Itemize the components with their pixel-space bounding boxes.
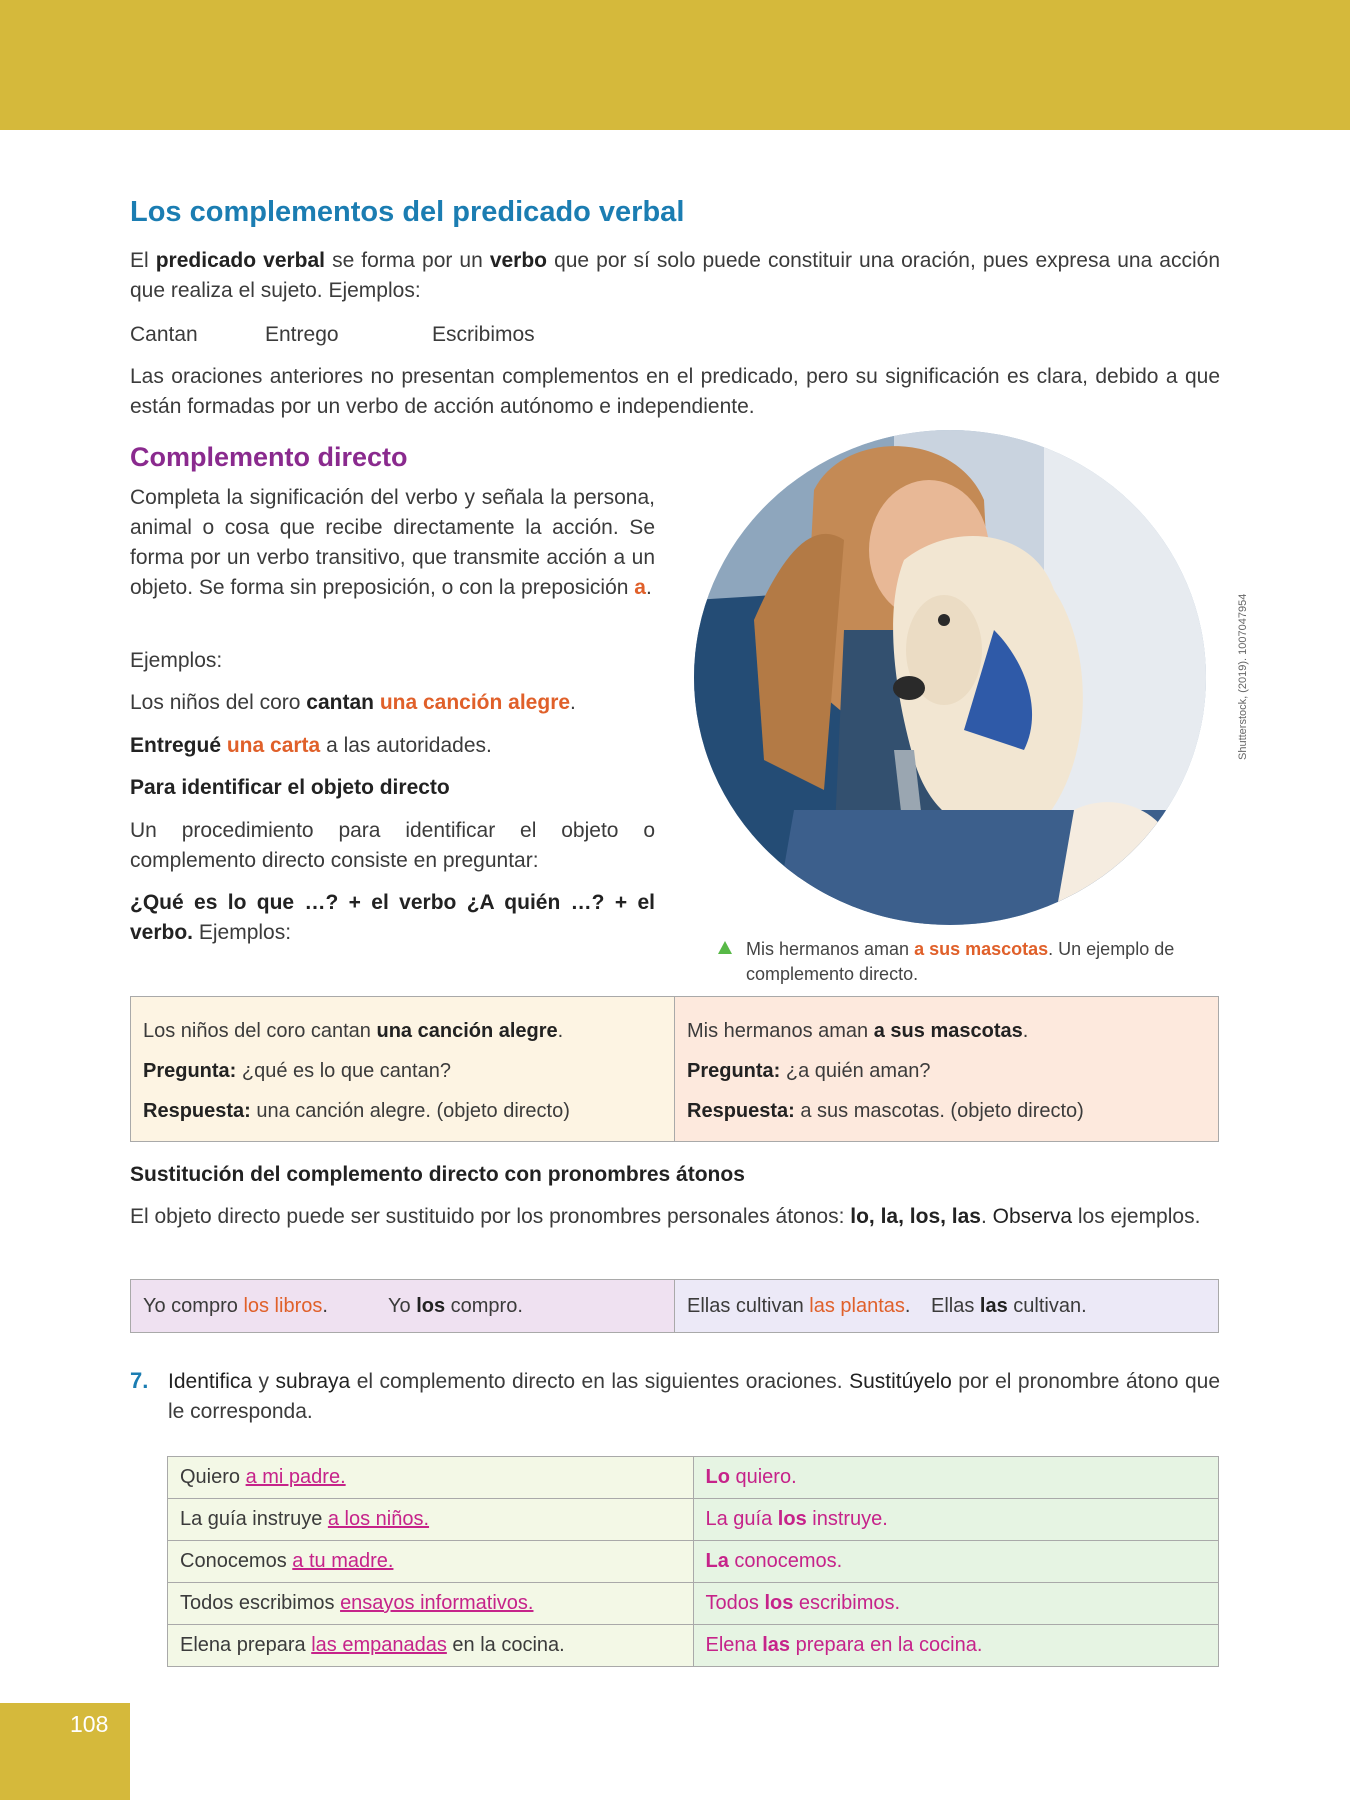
subheading-identify: Para identificar el objeto directo: [130, 776, 450, 799]
sentence-cell: Elena prepara las empanadas en la cocina.: [168, 1625, 694, 1667]
procedure-text: Un procedimiento para identificar el objeto o complemento directo consiste en preguntar:: [130, 819, 655, 872]
photo-illustration: [694, 430, 1206, 925]
example-word: Entrego: [265, 323, 339, 346]
table-row: [168, 1541, 1219, 1583]
underlined-object[interactable]: a mi padre.: [245, 1466, 346, 1488]
activity-instructions: Identifica y subraya el complemento directo en las siguientes oraciones. Sustitúyelo por el pronombre átono que le corresponda.: [168, 1370, 1220, 1423]
example-word: Cantan: [130, 323, 198, 346]
intro-paragraph-2: Las oraciones anteriores no presentan complementos en el predicado, pero su significación es clara, debido a que están formadas por un verbo de acción autónomo e independiente.: [130, 365, 1220, 418]
examples-label: Ejemplos:: [130, 649, 223, 672]
photo-credit: Shutterstock, (2019). 1007047954: [1237, 593, 1249, 760]
example-word: Escribimos: [432, 323, 535, 346]
underlined-object[interactable]: a tu madre.: [292, 1550, 394, 1572]
substitution-table: [130, 1279, 1219, 1333]
table-row: [168, 1583, 1219, 1625]
example-sentence-2: Entregué una carta a las autoridades.: [130, 734, 492, 757]
intro-paragraph: El predicado verbal se forma por un verbo que por sí solo puede constituir una oración, pues expresa una acción que realiza el sujeto. Ejemplos:: [130, 249, 1220, 302]
cd-definition: Completa la significación del verbo y señala la persona, animal o cosa que recibe directamente la acción. Se forma por un verbo transitivo, que transmite acción a un objeto. Se forma sin preposición, o con la preposición a.: [130, 486, 655, 599]
photo-girl-with-dog: [694, 430, 1206, 925]
activity-number: 7.: [130, 1368, 149, 1393]
substitution-cell-right: Ellas cultivan las plantas. Ellas las cultivan.: [675, 1280, 1219, 1333]
page-number-box: [0, 1703, 130, 1800]
photo-caption: Mis hermanos aman a sus mascotas. Un ejemplo de complemento directo.: [746, 939, 1175, 984]
example-table: [130, 996, 1219, 1142]
answer-cell[interactable]: La conocemos.: [693, 1541, 1219, 1583]
underlined-object[interactable]: a los niños.: [327, 1508, 430, 1530]
example-sentence-1: Los niños del coro cantan una canción alegre.: [130, 691, 576, 714]
sentence-cell: Todos escribimos ensayos informativos.: [168, 1583, 694, 1625]
subsection-title: Complemento directo: [130, 442, 408, 472]
sentence-cell: La guía instruye a los niños.: [168, 1499, 694, 1541]
answer-cell[interactable]: Lo quiero.: [693, 1457, 1219, 1499]
answer-cell[interactable]: La guía los instruye.: [693, 1499, 1219, 1541]
table-row: [168, 1457, 1219, 1499]
answer-cell[interactable]: Todos los escribimos.: [693, 1583, 1219, 1625]
example-cell-right: Mis hermanos aman a sus mascotas. Pregunta: ¿a quién aman? Respuesta: a sus mascotas. (objeto directo): [675, 997, 1219, 1142]
page-number: 108: [70, 1711, 109, 1737]
section-title: Los complementos del predicado verbal: [130, 196, 685, 228]
table-row: [168, 1499, 1219, 1541]
answer-cell[interactable]: Elena las prepara en la cocina.: [693, 1625, 1219, 1667]
substitution-text: El objeto directo puede ser sustituido por los pronombres personales átonos: lo, la, los, las. Observa los ejemplos.: [130, 1205, 1201, 1228]
substitution-cell-left: Yo compro los libros. Yo los compro.: [131, 1280, 675, 1333]
header-band: [0, 0, 1350, 130]
question-formula: ¿Qué es lo que …? + el verbo ¿A quién …? + el verbo. Ejemplos:: [130, 891, 655, 944]
sentence-cell: Quiero a mi padre.: [168, 1457, 694, 1499]
underlined-object[interactable]: ensayos informativos.: [340, 1592, 534, 1614]
table-row: [168, 1625, 1219, 1667]
sentence-cell: Conocemos a tu madre.: [168, 1541, 694, 1583]
underlined-object[interactable]: las empanadas: [311, 1634, 447, 1656]
example-cell-left: Los niños del coro cantan una canción alegre. Pregunta: ¿qué es lo que cantan? Respuesta: una canción alegre. (objeto directo): [131, 997, 675, 1142]
activity-table: [167, 1456, 1219, 1667]
subheading-substitution: Sustitución del complemento directo con pronombres átonos: [130, 1163, 745, 1186]
intro-examples: [130, 320, 535, 350]
